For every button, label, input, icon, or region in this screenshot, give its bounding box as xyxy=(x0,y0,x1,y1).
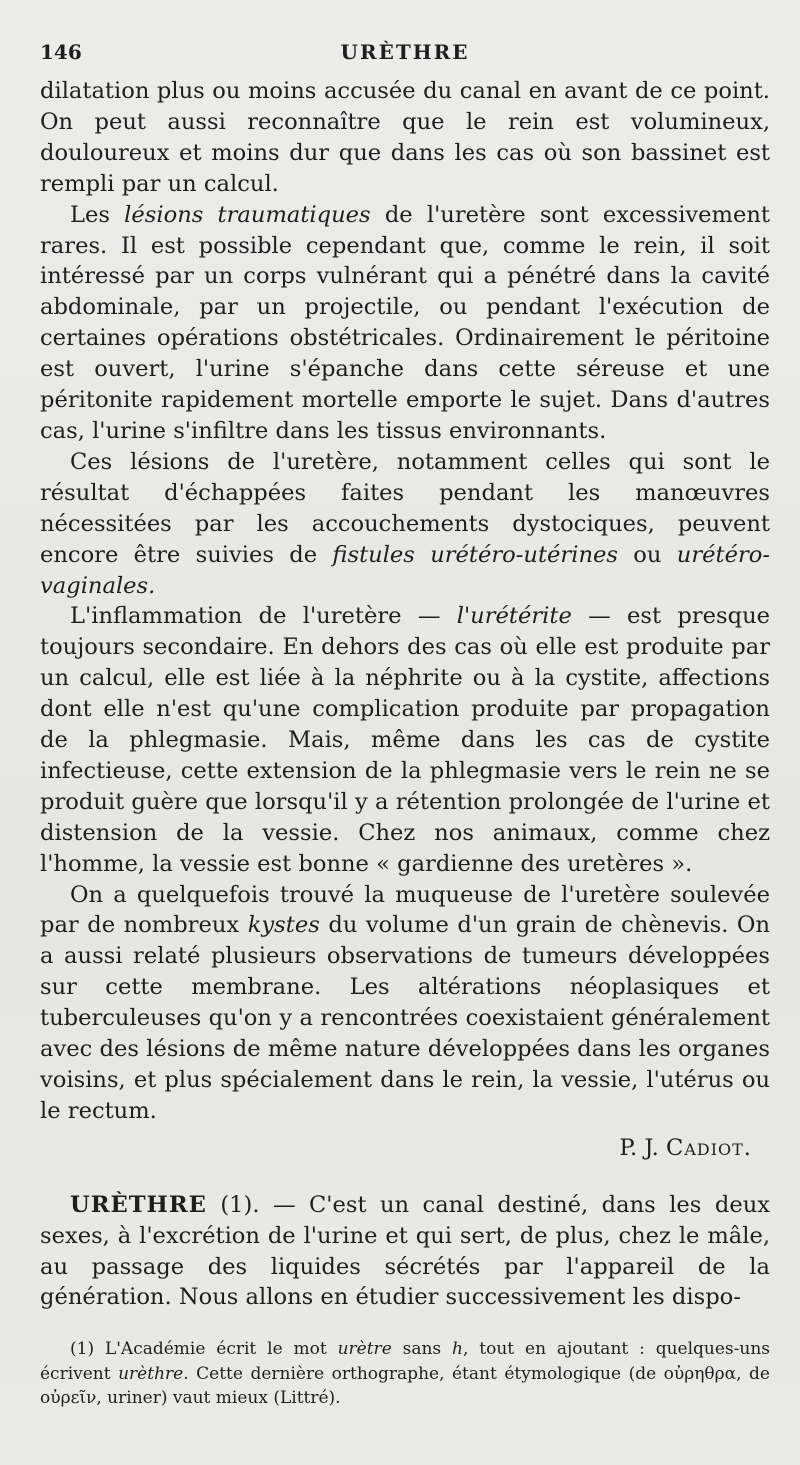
paragraph-continuation: dilatation plus ou moins accusée du canal en avant de ce point. On peut aussi reconnaître que le rein est volumineux, douloureux et moins dur que dans les cas où son bassinet est rempli par un calcul. xyxy=(40,78,770,197)
term-ureterite: l'urétérite xyxy=(456,603,572,630)
term-kystes: kystes xyxy=(247,912,320,939)
article-headword: URÈTHRE xyxy=(70,1191,207,1218)
author-name: Cadiot. xyxy=(666,1134,752,1161)
page-number: 146 xyxy=(40,40,82,64)
running-title: URÈTHRE xyxy=(340,40,470,64)
article-body xyxy=(40,76,770,1127)
paragraph-ureteritis: L'inflammation de l'uretère — l'urétérite — est presque toujours secondaire. En dehors des cas où elle est produite par un calcul, elle est liée à la néphrite ou à la cystite, affections dont elle n'est qu'une complication produite par propagation de la phlegmasie. Mais, même dans les cas de cystite infectieuse, cette extension de la phlegmasie vers le rein ne se produit guère que lorsqu'il y a rétention prolongée de l'urine et distension de la vessie. Chez nos animaux, comme chez l'homme, la vessie est bonne « gardienne des uretères ». xyxy=(40,603,770,877)
running-header xyxy=(40,40,770,76)
paragraph-fistulas: Ces lésions de l'uretère, notamment celles qui sont le résultat d'échappées faites pendant les manœuvres nécessitées par les accouchements dystociques, peuvent encore être suivies de fistules urétéro-utérines ou urétéro-vaginales. xyxy=(40,448,770,599)
article-intro-text: — C'est un canal destiné, dans les deux sexes, à l'excrétion de l'urine et qui sert, de plus, chez le mâle, au passage des liquides sécrétés par l'appareil de la génération. Nous allons en étudier successivement les dispo- xyxy=(40,1191,770,1311)
paragraph-cysts-tumours: On a quelquefois trouvé la muqueuse de l'uretère soulevée par de nombreux kystes du volume d'un grain de chènevis. On a aussi relaté plusieurs observations de tumeurs développées sur cette membrane. Les altérations néoplasiques et tuberculeuses qu'on y a rencontrées coexistaient généralement avec des lésions de même nature développées dans les organes voisins, et plus spécialement dans le rein, la vessie, l'utérus ou le rectum. xyxy=(40,881,770,1124)
author-signature xyxy=(40,1133,770,1164)
author-initials: P. J. xyxy=(619,1134,659,1161)
term-fistules-uterines: fistules urétéro-utérines xyxy=(332,541,618,568)
term-ureto-vaginales: urétéro-vaginales. xyxy=(40,541,770,599)
footnote: (1) L'Académie écrit le mot urètre sans h, tout en ajoutant : quelques-uns écrivent urèthre. Cette dernière orthographe, étant étymologique (de οὐρηθρα, de οὐρεῖν, uriner) vaut mieux (Littré). xyxy=(40,1339,771,1409)
new-article-urethre xyxy=(40,1190,770,1314)
footnote-reference: (1). xyxy=(206,1191,260,1218)
term-lesions-traumatiques: lésions traumatiques xyxy=(124,201,371,228)
paragraph-traumatic-lesions: Les lésions traumatiques de l'uretère sont excessivement rares. Il est possible cependant que, comme le rein, il soit intéressé par un corps vulnérant qui a pénétré dans la cavité abdominale, par un projectile, ou pendant l'exécution de certaines opérations obstétricales. Ordinairement le péritoine est ouvert, l'urine s'épanche dans cette séreuse et une péritonite rapidement mortelle emporte le sujet. Dans d'autres cas, l'urine s'infiltre dans les tissus environnants. xyxy=(40,201,770,444)
